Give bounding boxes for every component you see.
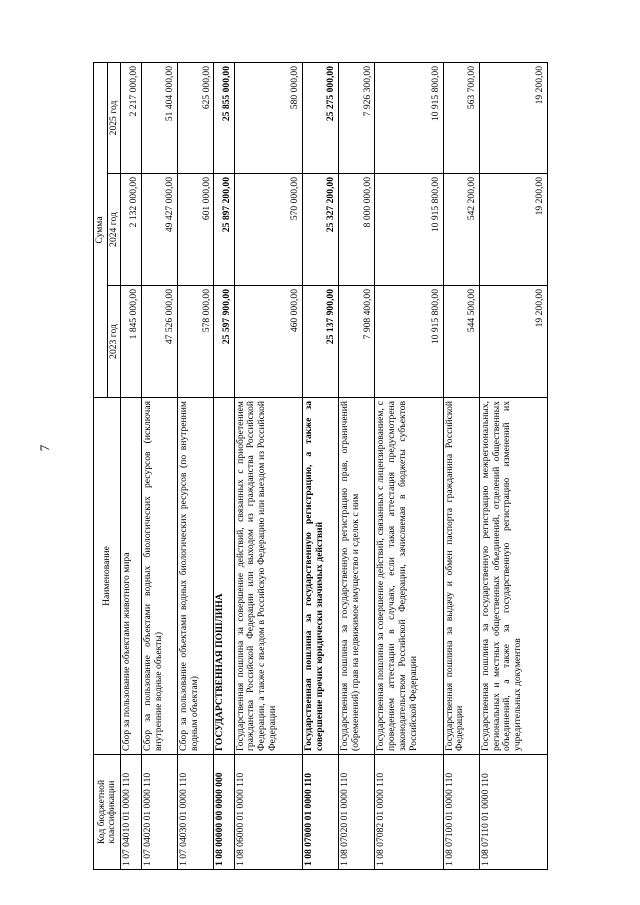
value-2024-cell: 25 897 200,00 (214, 174, 234, 286)
value-2023-cell: 25 597 900,00 (214, 286, 234, 398)
table-row (339, 63, 375, 870)
code-cell: 1 08 07020 01 0000 110 (339, 755, 375, 870)
code-cell: 1 07 04020 01 0000 110 (141, 755, 177, 870)
value-2024-cell: 601 000,00 (178, 174, 214, 286)
table-row (479, 63, 547, 870)
name-cell: Государственная пошлина за совершение действий, связанных с лицензированием, с проведением аттестации в случаях, если такая аттестация предусмотрена законодательством Российской Федерации, зачисляемая в бюджеты субъектов Российской Федерации (375, 398, 443, 755)
value-2025-cell: 51 404 000,00 (141, 63, 177, 174)
value-2024-cell: 2 132 000,00 (121, 174, 141, 286)
code-cell: 1 07 04030 01 0000 110 (178, 755, 214, 870)
table-row (375, 63, 443, 870)
code-cell: 1 07 04010 01 0000 110 (121, 755, 141, 870)
header-row-1 (94, 63, 108, 870)
value-2024-cell: 570 000,00 (234, 174, 302, 286)
value-2025-cell: 625 000,00 (178, 63, 214, 174)
value-2025-cell: 2 217 000,00 (121, 63, 141, 174)
value-2024-cell: 10 915 800,00 (375, 174, 443, 286)
value-2023-cell: 544 500,00 (443, 286, 479, 398)
table-row (302, 63, 338, 870)
value-2025-cell: 19 200,00 (479, 63, 547, 174)
value-2025-cell: 25 855 000,00 (214, 63, 234, 174)
code-cell: 1 08 07110 01 0000 110 (479, 755, 547, 870)
value-2023-cell: 47 526 000,00 (141, 286, 177, 398)
table-row (214, 63, 234, 870)
value-2025-cell: 563 700,00 (443, 63, 479, 174)
table-body (121, 63, 548, 870)
header-year-2025: 2025 год (107, 63, 121, 174)
value-2025-cell: 580 000,00 (234, 63, 302, 174)
header-sum: Сумма (94, 63, 108, 398)
value-2023-cell: 7 908 400,00 (339, 286, 375, 398)
name-cell: Государственная пошлина за совершение действий, связанных с приобретением гражданства Российской Федерации или выходом из гражданства Российской Федерации, а также с въездом в Российскую Федерацию или выездом из Российской Федерации (234, 398, 302, 755)
value-2025-cell: 25 275 000,00 (302, 63, 338, 174)
name-cell: Государственная пошлина за государственную регистрацию прав, ограничений (обременений) прав на недвижимое имущество и сделок с ним (339, 398, 375, 755)
code-cell: 1 08 07100 01 0000 110 (443, 755, 479, 870)
header-code: Код бюджетной классификации (94, 755, 121, 870)
value-2023-cell: 1 845 000,00 (121, 286, 141, 398)
value-2024-cell: 8 000 000,00 (339, 174, 375, 286)
name-cell: Сбор за пользование объектами водных биологических ресурсов (исключая внутренние водные объекты) (141, 398, 177, 755)
rotated-table-container (93, 63, 548, 870)
header-name: Наименование (94, 398, 121, 755)
code-cell: 1 08 07000 01 0000 110 (302, 755, 338, 870)
value-2023-cell: 10 915 800,00 (375, 286, 443, 398)
name-cell: Государственная пошлина за государственную регистрацию, а также за совершение прочих юридически значимых действий (302, 398, 338, 755)
name-cell: ГОСУДАРСТВЕННАЯ ПОШЛИНА (214, 398, 234, 755)
table-row (178, 63, 214, 870)
table-row (121, 63, 141, 870)
value-2023-cell: 19 200,00 (479, 286, 547, 398)
code-cell: 1 08 06000 01 0000 110 (234, 755, 302, 870)
header-year-2023: 2023 год (107, 286, 121, 398)
value-2024-cell: 49 427 000,00 (141, 174, 177, 286)
value-2024-cell: 542 200,00 (443, 174, 479, 286)
value-2023-cell: 25 137 900,00 (302, 286, 338, 398)
value-2024-cell: 25 327 200,00 (302, 174, 338, 286)
value-2025-cell: 7 926 300,00 (339, 63, 375, 174)
name-cell: Государственная пошлина за выдачу и обмен паспорта гражданина Российской Федерации (443, 398, 479, 755)
code-cell: 1 08 00000 00 0000 000 (214, 755, 234, 870)
value-2023-cell: 578 000,00 (178, 286, 214, 398)
budget-table (93, 62, 548, 870)
value-2023-cell: 460 000,00 (234, 286, 302, 398)
header-year-2024: 2024 год (107, 174, 121, 286)
name-cell: Государственная пошлина за государственную регистрацию межрегиональных, региональных и местных общественных объединений, отделений общественных объединений, а также за государственную регистрацию изменений их учредительных документов (479, 398, 547, 755)
table-row (141, 63, 177, 870)
table-row (234, 63, 302, 870)
page-number: 7 (37, 444, 52, 452)
value-2025-cell: 10 915 800,00 (375, 63, 443, 174)
name-cell: Сбор за пользование объектами животного мира (121, 398, 141, 755)
code-cell: 1 08 07082 01 0000 110 (375, 755, 443, 870)
table-row (443, 63, 479, 870)
value-2024-cell: 19 200,00 (479, 174, 547, 286)
name-cell: Сбор за пользование объектами водных биологических ресурсов (по внутренним водным объектам) (178, 398, 214, 755)
